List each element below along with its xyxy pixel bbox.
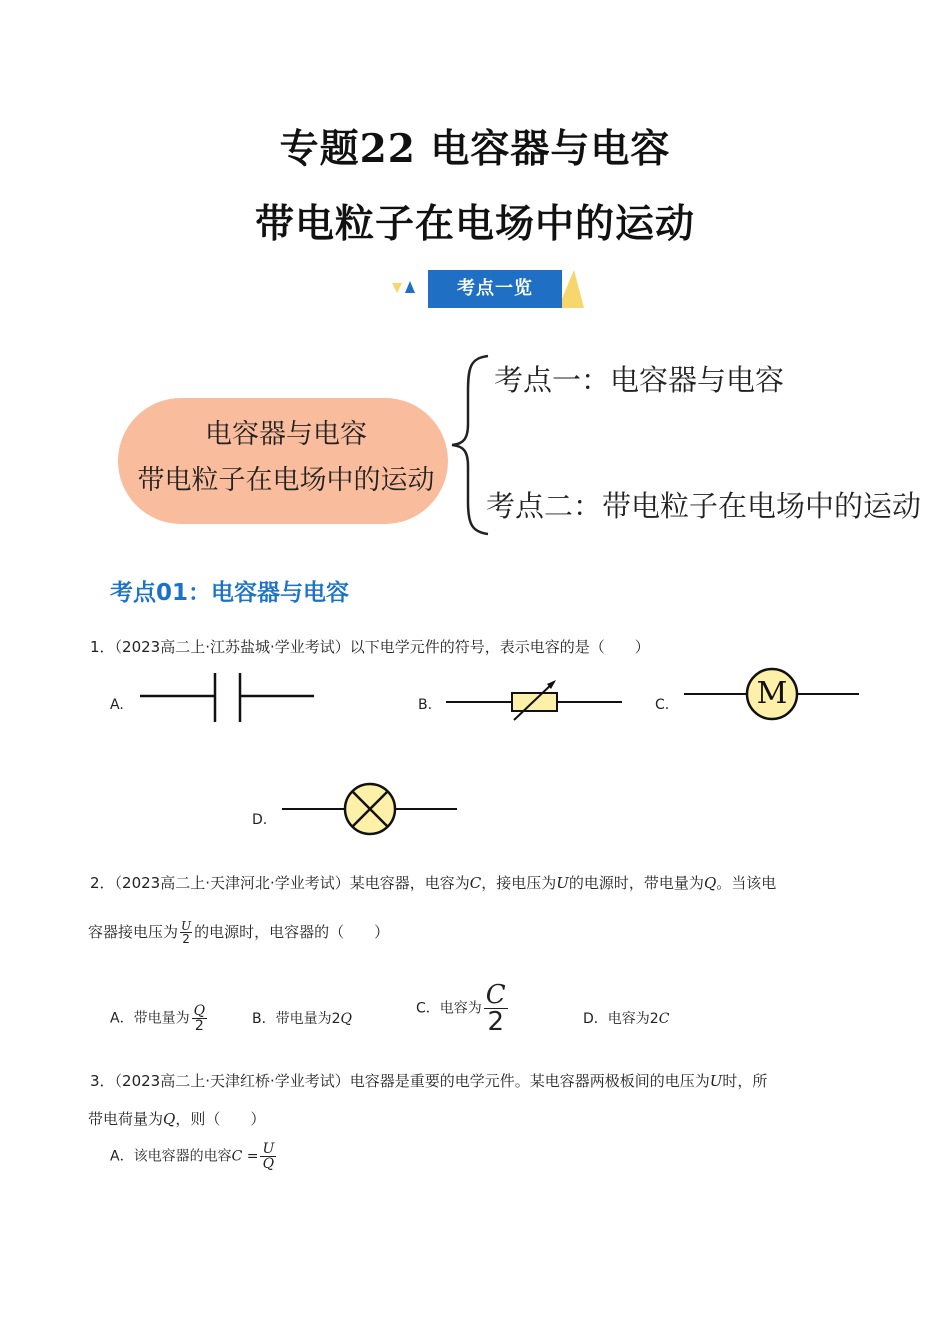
q2-option-d xyxy=(583,1008,669,1028)
q2-option-a-den: 2 xyxy=(194,1018,204,1034)
q3-var-u: U xyxy=(709,1072,723,1090)
q3-line2 xyxy=(88,1108,265,1129)
q3-option-a-num: U xyxy=(262,1141,275,1157)
q3-text-d: ，则（ ） xyxy=(175,1110,266,1128)
q2-option-b xyxy=(252,1008,352,1028)
q2-option-a-num: Q xyxy=(193,1003,206,1019)
q1-option-d-label: D. xyxy=(252,812,268,828)
capacitor-symbol-icon xyxy=(140,670,320,726)
mindmap-center-line2: 带电粒子在电场中的运动 xyxy=(137,465,435,496)
mindmap-branch-2: 考点二：带电粒子在电场中的运动 xyxy=(486,489,922,523)
q2-var-u: U xyxy=(556,874,569,892)
q2-text-c: 的电源时，带电量为 xyxy=(568,874,704,892)
q2-line2 xyxy=(88,920,389,945)
q3-option-a-den: Q xyxy=(262,1156,275,1172)
q2-var-q: Q xyxy=(703,874,717,892)
q2-text-f: 的电源时，电容器的（ ） xyxy=(194,923,390,941)
q2-option-b-value: 2 xyxy=(331,1011,341,1027)
q2-option-a-label: A．带电量为 xyxy=(110,1010,190,1027)
q2-text-e: 容器接电压为 xyxy=(88,923,179,941)
badge-label: 考点一览 xyxy=(428,270,562,308)
q2-var-c: C xyxy=(469,874,482,892)
q2-option-c xyxy=(416,982,508,1035)
rheostat-symbol-icon xyxy=(446,678,626,724)
q3-option-a-lhs: C = xyxy=(231,1148,259,1165)
q1-option-a-label: A. xyxy=(110,697,124,713)
q2-option-d-var: C xyxy=(658,1011,670,1027)
q3-option-a xyxy=(110,1142,276,1171)
q2-option-c-num: C xyxy=(485,980,506,1010)
q1-text: 1．（2023高二上·江苏盐城·学业考试）以下电学元件的符号，表示电容的是（ ） xyxy=(90,638,650,656)
q3-line1 xyxy=(90,1070,767,1091)
q2-fraction-u-over-2 xyxy=(180,920,192,945)
page-subtitle: 带电粒子在电场中的运动 xyxy=(254,201,695,247)
q2-line1 xyxy=(90,872,776,893)
topic-overview-badge xyxy=(390,267,590,311)
q3-option-a-label: A．该电容器的电容 xyxy=(110,1148,232,1165)
q2-text-b: ，接电压为 xyxy=(481,874,557,892)
q1-option-b-label: B. xyxy=(418,697,433,713)
section-heading: 考点01：电容器与电容 xyxy=(110,580,350,606)
q2-text-a: 2．（2023高二上·天津河北·学业考试）某电容器，电容为 xyxy=(90,874,470,892)
q2-frac-den: 2 xyxy=(182,932,190,946)
q2-option-c-den: 2 xyxy=(487,1007,504,1037)
q2-option-b-label: B．带电量为 xyxy=(252,1011,332,1027)
q2-option-c-label: C．电容为 xyxy=(416,1000,482,1017)
q1-option-c-label: C. xyxy=(655,697,670,713)
q2-text-d: 。当该电 xyxy=(716,874,777,892)
q2-option-d-value: 2 xyxy=(649,1011,659,1027)
q2-option-b-var: Q xyxy=(340,1011,353,1027)
lamp-symbol-icon xyxy=(282,781,460,839)
q2-option-a xyxy=(110,1004,207,1033)
motor-letter: M xyxy=(756,676,788,711)
q2-option-a-fraction xyxy=(192,1004,207,1033)
q2-option-c-fraction xyxy=(484,982,508,1035)
q3-option-a-fraction xyxy=(260,1142,276,1171)
mindmap-branch-1: 考点一：电容器与电容 xyxy=(494,363,785,397)
page-title: 专题22 电容器与电容 xyxy=(279,126,671,172)
q3-var-q: Q xyxy=(163,1110,176,1128)
q3-text-a: 3．（2023高二上·天津红桥·学业考试）电容器是重要的电学元件。某电容器两极板间的电压为 xyxy=(90,1072,710,1090)
q3-text-c: 带电荷量为 xyxy=(88,1110,164,1128)
q3-text-b: 时，所 xyxy=(722,1072,768,1090)
q2-frac-num: U xyxy=(181,919,192,933)
mindmap-center-line1: 电容器与电容 xyxy=(205,419,367,450)
q2-option-d-label: D．电容为 xyxy=(583,1011,650,1027)
